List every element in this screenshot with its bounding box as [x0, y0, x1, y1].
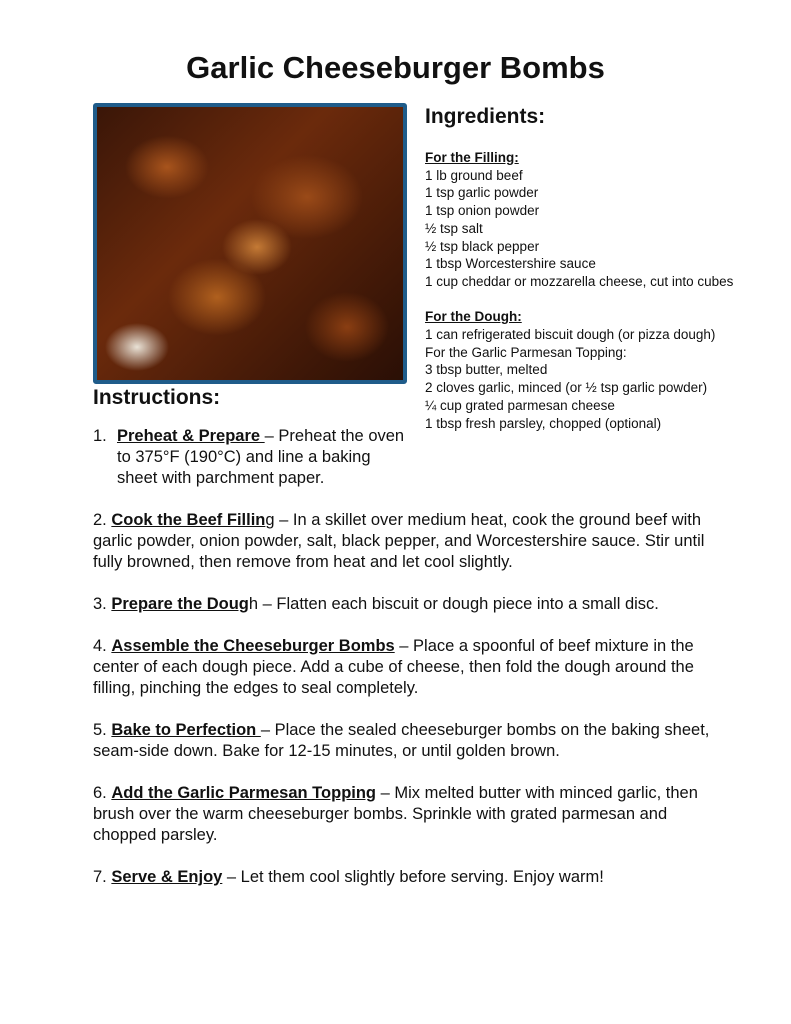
ingredients-heading: Ingredients: — [425, 105, 546, 128]
dough-heading: For the Dough: — [425, 309, 522, 325]
instruction-step — [93, 594, 713, 615]
step-number: 7. — [93, 868, 107, 886]
instruction-step — [93, 510, 713, 573]
ingredient-item: 3 tbsp butter, melted — [425, 362, 548, 378]
step-text: – Place the sealed cheeseburger bombs on the baking sheet, seam-side down. Bake for 12-15 minutes, or until golden brown. — [93, 721, 710, 760]
ingredient-item: 1 tsp garlic powder — [425, 185, 539, 201]
step-title: Preheat & Prepare — [117, 427, 265, 445]
filling-heading: For the Filling: — [425, 150, 519, 165]
step-title-tail: g — [265, 511, 275, 529]
ingredient-item: 2 cloves garlic, minced (or ½ tsp garlic powder) — [425, 380, 708, 396]
step-number: 2. — [93, 511, 107, 529]
ingredient-item: ½ tsp black pepper — [425, 238, 540, 254]
step-title: Add the Garlic Parmesan Topping — [111, 784, 377, 802]
ingredients-list — [425, 149, 755, 432]
step-title-tail: h — [248, 595, 259, 613]
step-text: – Mix melted butter with minced garlic, then brush over the warm cheeseburger bombs. Sprinkle with grated parmesan and chopped parsley. — [93, 784, 698, 844]
ingredient-item: 1 tbsp fresh parsley, chopped (optional) — [425, 415, 662, 431]
food-photo — [93, 103, 407, 384]
step-text: – Flatten each biscuit or dough piece into a small disc. — [258, 595, 659, 613]
step-title: Bake to Perfection — [111, 721, 261, 739]
step-text: – Let them cool slightly before serving. Enjoy warm! — [222, 868, 604, 886]
instruction-step — [93, 867, 713, 888]
ingredient-item: ¼ cup grated parmesan cheese — [425, 397, 615, 413]
step-number: 6. — [93, 784, 107, 802]
step-text: – Preheat the oven to 375°F (190°C) and line a baking sheet with parchment paper. — [117, 427, 405, 487]
ingredient-item: For the Garlic Parmesan Topping: — [425, 344, 627, 360]
page-title: Garlic Cheeseburger Bombs — [186, 50, 605, 85]
step-number: 4. — [93, 637, 107, 655]
ingredient-item: 1 lb ground beef — [425, 167, 523, 183]
ingredient-item: 1 tsp onion powder — [425, 203, 540, 219]
filling-list — [425, 167, 755, 291]
step-title: Cook the Beef Fillin — [111, 511, 266, 529]
step-title: Serve & Enjoy — [111, 868, 223, 886]
instructions-heading: Instructions: — [93, 386, 221, 409]
instruction-step — [93, 720, 713, 762]
step-number: 3. — [93, 595, 107, 613]
step-title: Assemble the Cheeseburger Bombs — [111, 637, 395, 655]
step-title: Prepare the Doug — [111, 595, 249, 613]
step-text: – In a skillet over medium heat, cook the ground beef with garlic powder, onion powder, salt, black pepper, and Worcestershire sauce. Stir until fully browned, then remove from heat and let cool slightly. — [93, 511, 705, 571]
ingredient-item: 1 cup cheddar or mozzarella cheese, cut into cubes — [425, 273, 734, 289]
instruction-steps — [93, 510, 713, 909]
dough-list — [425, 326, 755, 432]
instruction-step — [93, 636, 713, 699]
instruction-step — [93, 783, 713, 846]
step-text: – Place a spoonful of beef mixture in the center of each dough piece. Add a cube of cheese, then fold the dough around the filling, pinching the edges to seal completely. — [93, 637, 694, 697]
step-number: 1. — [93, 427, 107, 445]
instruction-step — [93, 426, 413, 489]
step-number: 5. — [93, 721, 107, 739]
ingredient-item: 1 tbsp Worcestershire sauce — [425, 256, 596, 272]
ingredient-item: ½ tsp salt — [425, 220, 483, 236]
ingredient-item: 1 can refrigerated biscuit dough (or pizza dough) — [425, 327, 716, 343]
